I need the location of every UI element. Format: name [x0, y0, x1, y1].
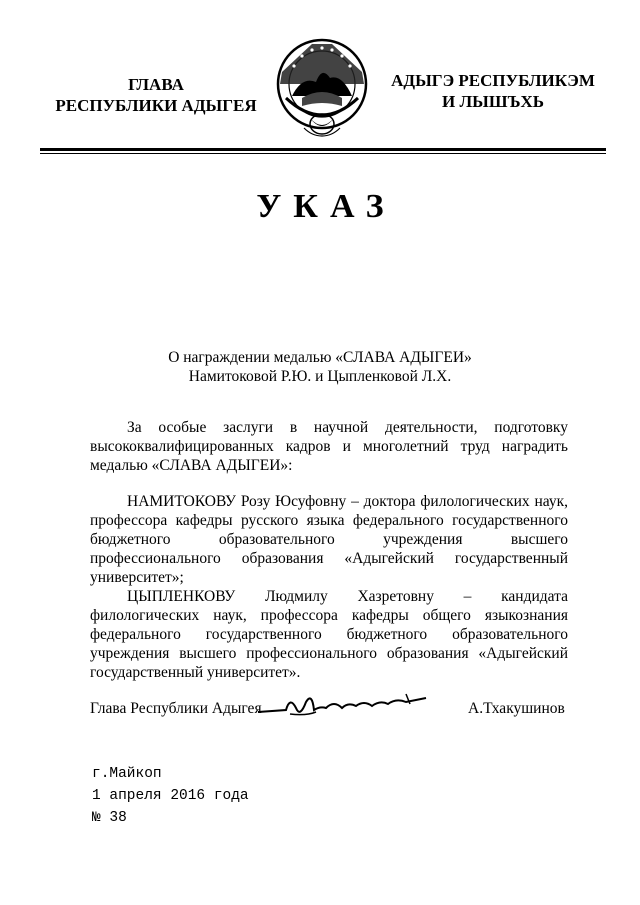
signatory-name: А.Тхакушинов — [468, 700, 565, 717]
issue-date: 1 апреля 2016 года — [92, 788, 249, 804]
header-rule-thick — [40, 148, 606, 151]
header-right — [376, 70, 610, 112]
handwritten-signature-icon — [256, 688, 436, 722]
document-number: № 38 — [92, 810, 127, 826]
adygea-coat-of-arms-icon — [272, 36, 372, 140]
subject-line2: Намитоковой Р.Ю. и Цыпленковой Л.Х. — [188, 368, 452, 385]
header-right-line2: И ЛЫШЪХЬ — [441, 92, 545, 111]
award-paragraph-2: ЦЫПЛЕНКОВУ Людмилу Хазретовну – кандидата филологических наук, профессора кафедры общего языкознания федерального государственного бюджетного образовательного учреждения высшего профессионального образования «Адыгейский государственный университет». — [90, 588, 568, 681]
body-intro: За особые заслуги в научной деятельности, подготовку высококвалифицированных кадров и многолетний труд наградить медалью «СЛАВА АДЫГЕИ»: — [90, 419, 568, 474]
header-rule-thin — [40, 153, 606, 154]
issue-city: г.Майкоп — [92, 766, 162, 782]
award-paragraph-1: НАМИТОКОВУ Розу Юсуфовну – доктора филологических наук, профессора кафедры русского языка федерального государственного бюджетного образовательного учреждения высшего профессионального образования «Адыгейский государственный университет»; — [90, 493, 568, 586]
document-subject — [60, 348, 580, 386]
subject-line1: О награждении медалью «СЛАВА АДЫГЕИ» — [168, 349, 472, 366]
document-body — [90, 418, 568, 682]
header-left-line2: РЕСПУБЛИКИ АДЫГЕЯ — [55, 96, 257, 115]
header-right-line1: АДЫГЭ РЕСПУБЛИКЭМ — [391, 71, 595, 90]
signatory-title: Глава Республики Адыгея — [90, 700, 262, 717]
header-left-line1: ГЛАВА — [128, 75, 184, 94]
header-left — [40, 74, 272, 116]
document-title: УКАЗ — [256, 188, 396, 225]
